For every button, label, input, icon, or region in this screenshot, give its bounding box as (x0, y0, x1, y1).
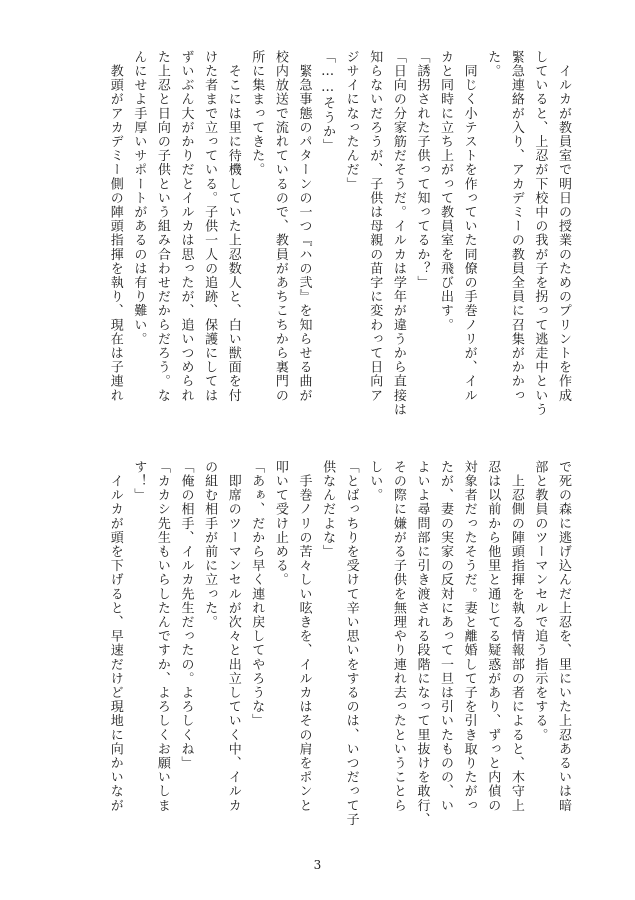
upper-text-line: イルカが教員室で明日の授業のためのプリントを作成 (556, 50, 571, 403)
lower-text-line: その際に嫌がる子供を無理やり連れ去ったということら (390, 460, 406, 813)
lower-text-line: しい。 (367, 460, 383, 503)
lower-text-line: す！」 (131, 460, 147, 503)
lower-text-line: 「カカシ先生もいらしたんですか、よろしくお願いしま (154, 460, 170, 813)
lower-text-line: 「あぁ、だから早く連れ戻してやろうな」 (249, 460, 265, 728)
lower-text-line: 即席のツーマンセルが次々と出立していく中、イルカ (225, 460, 241, 813)
lower-text-line: 供なんだよな」 (320, 460, 336, 559)
lower-text-line: 部と教員のツーマンセルで追う指示をする。 (532, 460, 548, 742)
lower-text-line: 「とばっちりを受けて辛い思いをするのは、いつだって子 (343, 460, 359, 827)
upper-text-line: 知らないだろうが、子供は母親の苗字に変わって日向ア (367, 50, 383, 403)
lower-text-line: 手巻ノリの苦々しい呟きを、イルカはその肩をポンと (296, 460, 312, 813)
upper-text-line: 同じく小テストを作っていた同僚の手巻ノリが、イル (461, 50, 477, 403)
upper-text-line: していると、上忍が下校中の我が子を拐って逃走中という (532, 50, 548, 417)
upper-text-line: ずいぶん大がかりだとイルカは思ったが、追いつめられ (178, 50, 194, 403)
upper-text-line: けた者まで立っている。子供一人の追跡、保護にしては (202, 50, 218, 403)
upper-text-line: 教頭がアカデミー側の陣頭指揮を執り、現在は子連れ (107, 50, 123, 403)
upper-text-line: た。 (485, 50, 501, 79)
text-block-lower (15, 460, 575, 840)
upper-text-line: 「……そうか」 (320, 50, 336, 153)
lower-text-line: たが、妻の実家の反対にあって一旦は引いたものの、い (438, 460, 454, 813)
upper-text-line: そこには里に待機していた上忍数人と、白い獣面を付 (225, 50, 241, 403)
lower-text-line: よいよ尋問部に引き渡される段階になって里抜けを敢行、 (414, 460, 430, 827)
upper-text-line: 緊急連絡が入り、アカデミーの教員全員に召集がかかっ (508, 50, 524, 403)
lower-text-line: 叩いて受け止める。 (272, 460, 288, 587)
upper-text-line: 所に集まってきた。 (249, 50, 265, 177)
lower-text-line: 忍は以前から他里と通じてる疑惑があり、ずっと内偵の (485, 460, 501, 813)
lower-text-line: イルカが頭を下げると、早速だけど現地に向かいなが (107, 460, 123, 813)
upper-text-line: た上忍と日向の子供という組み合わせだからだろう。な (154, 50, 170, 403)
lower-text-line: で死の森に逃げ込んだ上忍を、里にいた上忍あるいは暗 (556, 460, 571, 813)
lower-text-line: の組む相手が前に立った。 (202, 460, 218, 630)
text-block-upper (15, 50, 575, 430)
upper-text-line: カと同時に立ち上がって教員室を飛び出す。 (438, 50, 454, 332)
upper-text-line: 緊急事態のパターンの一つ『ハの弐』を知らせる曲が (296, 50, 312, 403)
upper-text-line: 「日向の分家筋だそうだ。イルカは学年が違うから直接は (390, 50, 406, 417)
upper-text-line: 校内放送で流れているので、教員があちこちから裏門の (272, 50, 288, 403)
page-number: 3 (313, 858, 322, 872)
upper-text-line: んにせよ手厚いサポートがあるのは有り難い。 (131, 50, 147, 347)
upper-text-line: ジサイになったんだ」 (343, 50, 359, 191)
lower-text-line: 対象者だったそうだ。妻と離婚して子を引き取りたがっ (461, 460, 477, 813)
lower-text-line: 「俺の相手、イルカ先生だったの。よろしくね」 (178, 460, 194, 771)
upper-text-line: 「誘拐された子供って知ってるか？」 (414, 50, 430, 290)
lower-text-line: 上忍側の陣頭指揮を執る情報部の者によると、木守上 (508, 460, 524, 813)
